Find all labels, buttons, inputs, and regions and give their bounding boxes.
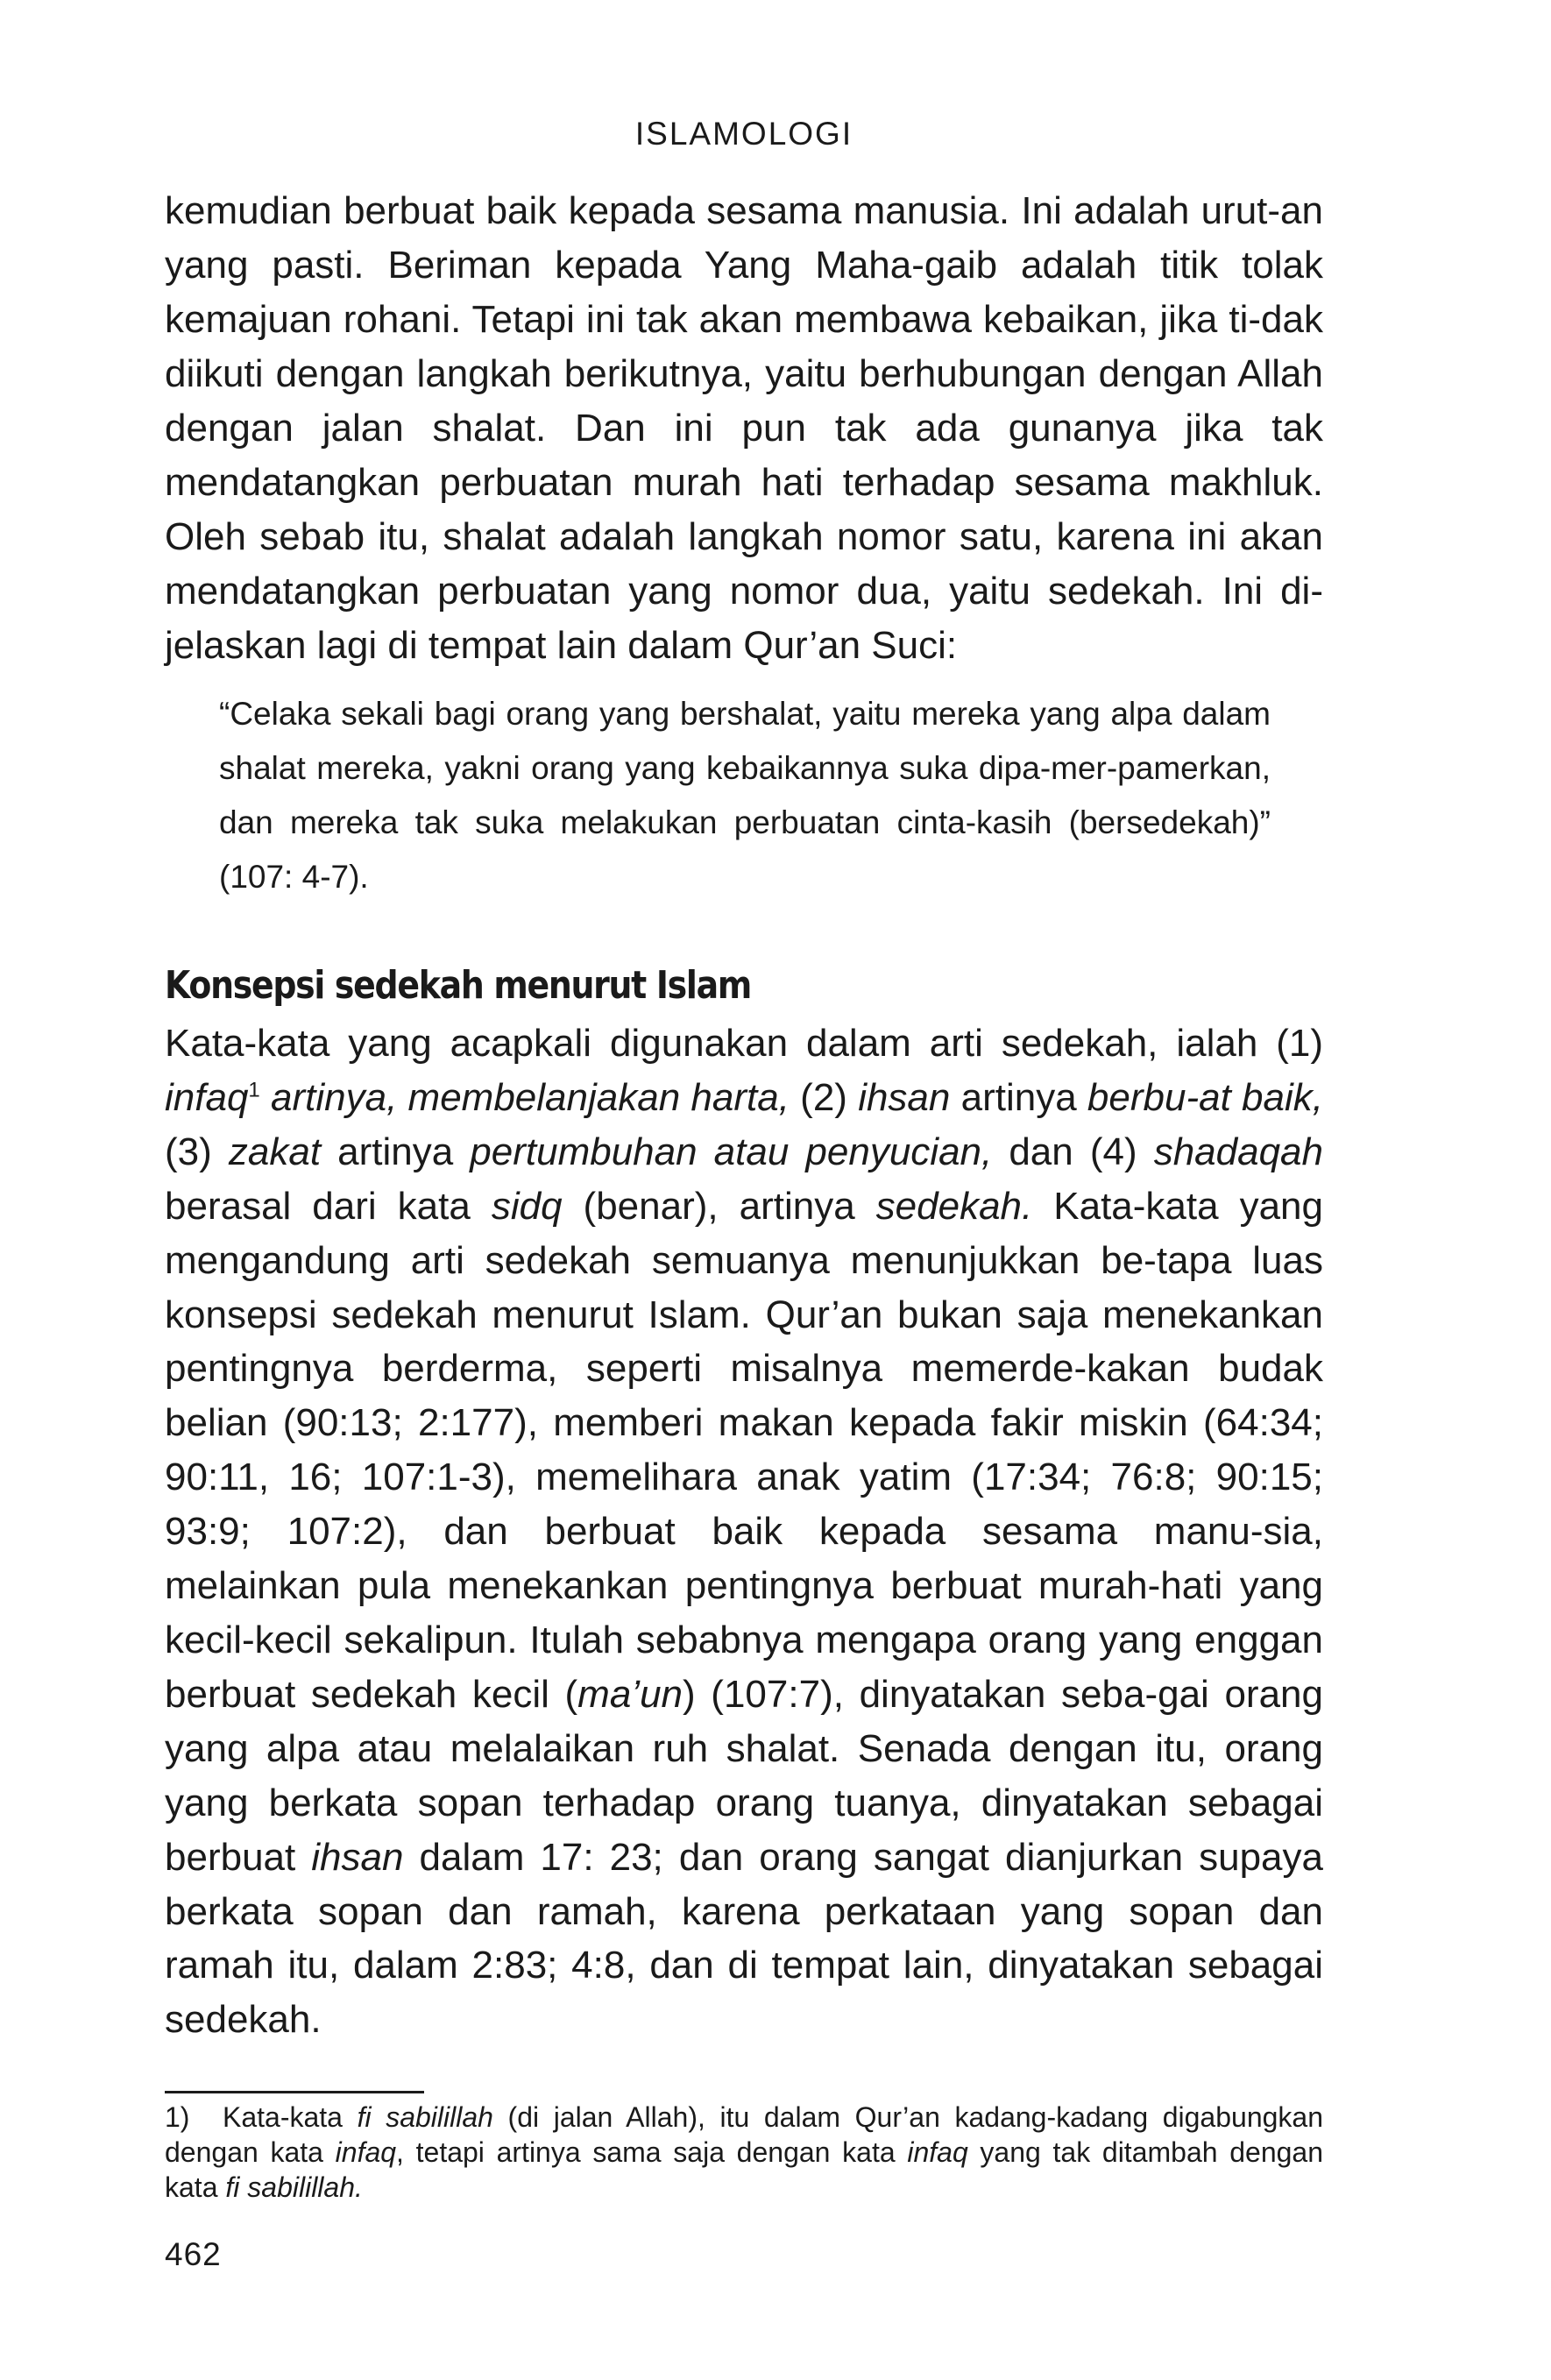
term-fi-sabilillah: fi sabilillah [357, 2101, 493, 2133]
term-ihsan: ihsan [858, 1075, 951, 1119]
text-run: dalam 17: 23; dan orang sangat dianjurkan supaya berkata sopan dan ramah, karena perkataan yang sopan dan ramah itu, dalam 2:83; 4:8, dan di tempat lain, dinyatakan sebagai sedekah. [165, 1835, 1323, 2042]
term-zakat: zakat [228, 1130, 322, 1173]
term-infaq: infaq [907, 2136, 968, 2168]
term-ihsan: ihsan [311, 1835, 404, 1879]
text-run: ) (107:7), dinyatakan seba-gai orang yang alpa atau melalaikan ruh shalat. Senada dengan itu, orang yang berkata sopan terhadap orang tuanya, dinyatakan sebagai berbuat [165, 1672, 1323, 1879]
term-maun: ma’un [577, 1672, 683, 1716]
page-number: 462 [165, 2236, 222, 2272]
term-fi-sabilillah: fi sabilillah. [225, 2171, 363, 2203]
text-run: Kata-kata yang mengandung arti sedekah semuanya menunjukkan be-tapa luas konsepsi sedekah menurut Islam. Qur’an bukan saja menekankan pentingnya berderma, seperti misalnya memerde-kakan budak belian (90:13; 2:177), memberi makan kepada fakir miskin (64:34; 90:11, 16; 107:1-3), memelihara anak yatim (17:34; 76:8; 90:15; 93:9; 107:2), dan berbuat baik kepada sesama manu-sia, melainkan pula menekankan pentingnya berbuat murah-hati yang kecil-kecil sekalipun. Itulah sebabnya mengapa orang yang enggan berbuat sedekah kecil ( [165, 1184, 1323, 1716]
text-run: Kata-kata yang acapkali digunakan dalam arti sedekah, ialah (1) [165, 1022, 1323, 1065]
running-header: ISLAMOLOGI [634, 116, 853, 152]
footnote-divider [165, 2091, 424, 2093]
text-run: (di jalan Allah), itu dalam Qur’an kadang-kadang digabungkan dengan kata [165, 2101, 1323, 2168]
meaning-shadaqah: sedekah. [875, 1184, 1033, 1228]
meaning-infaq: artinya, membelanjakan harta, [259, 1075, 790, 1119]
text-run: berasal dari kata [165, 1184, 492, 1228]
quran-quote: “Celaka sekali bagi orang yang bershalat, yaitu mereka yang alpa dalam shalat mereka, yakni orang yang kebaikannya suka dipa-mer-pamerkan, dan mereka tak suka melakukan perbuatan cinta-kasih (bersedekah)” (107: 4-7). [219, 696, 1271, 895]
paragraph-intro: kemudian berbuat baik kepada sesama manusia. Ini adalah urut-an yang pasti. Beriman kepada Yang Maha-gaib adalah titik tolak kemajuan rohani. Tetapi ini tak akan membawa kebaikan, jika ti-dak diikuti dengan langkah berikutnya, yaitu berhubungan dengan Allah dengan jalan shalat. Dan ini pun tak ada gunanya jika tak mendatangkan perbuatan murah hati terhadap sesama makhluk. Oleh sebab itu, shalat adalah langkah nomor satu, karena ini akan mendatangkan perbuatan yang nomor dua, yaitu sedekah. Ini di-jelaskan lagi di tempat lain dalam Qur’an Suci: [165, 189, 1323, 667]
text-run: artinya [321, 1130, 471, 1173]
book-page [165, 0, 1323, 2380]
text-run: yang tak ditambah dengan kata [165, 2136, 1324, 2203]
section-paragraph [165, 1016, 1323, 2047]
text-run: (2) [789, 1075, 859, 1119]
term-infaq: infaq [335, 2136, 397, 2168]
term-sidq: sidq [491, 1184, 563, 1228]
term-infaq: infaq [165, 1075, 249, 1119]
footnote-number: 1) [165, 2101, 190, 2133]
text-run: , tetapi artinya sama saja dengan kata [396, 2136, 908, 2168]
text-run: (3) [165, 1130, 229, 1173]
meaning-zakat: pertumbuhan atau penyucian, [470, 1130, 993, 1173]
term-shadaqah: shadaqah [1153, 1130, 1323, 1173]
text-run: dan (4) [992, 1130, 1154, 1173]
section-heading: Konsepsi sedekah menurut Islam [165, 963, 751, 1008]
meaning-ihsan: berbu-at baik, [1087, 1075, 1323, 1119]
text-run: Kata-kata [223, 2101, 358, 2133]
footnote-ref: 1 [248, 1078, 260, 1102]
main-text [165, 184, 1323, 2047]
footnote [165, 2100, 1323, 2205]
text-run: artinya [950, 1075, 1087, 1119]
text-run: (benar), artinya [562, 1184, 876, 1228]
